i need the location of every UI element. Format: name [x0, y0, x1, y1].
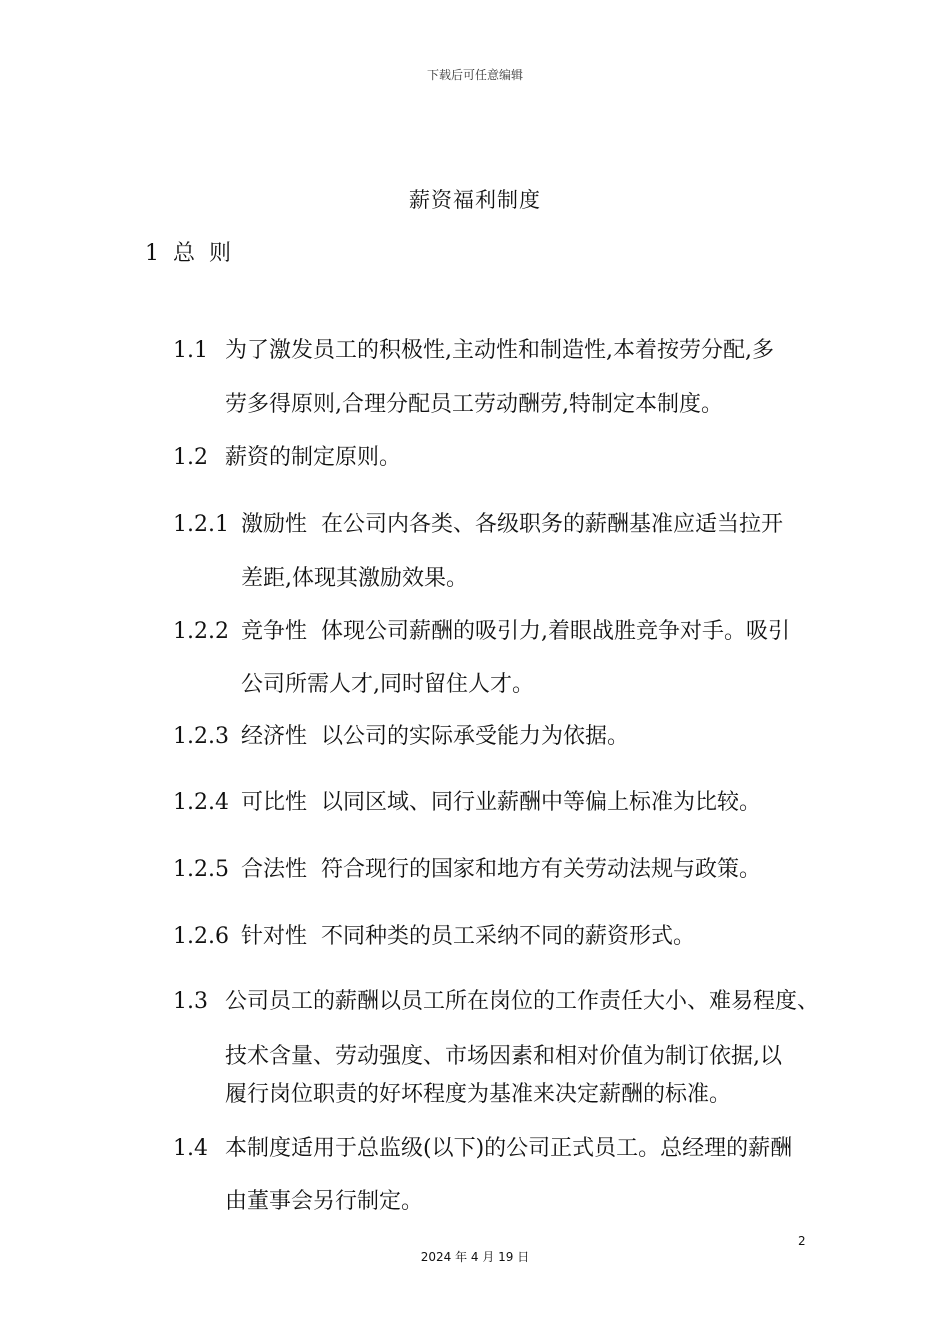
- section-heading: [145, 236, 231, 267]
- paragraph-line: [197, 1157, 423, 1247]
- clause-number: 1.2.6: [172, 924, 229, 949]
- clause-text: 差距,体现其激励效果。: [240, 566, 468, 591]
- clause-text: 劳多得原则,合理分配员工劳动酬劳,特制定本制度。: [224, 392, 723, 417]
- section-number: 1: [145, 241, 159, 266]
- clause-number: 1.2.4: [172, 790, 229, 815]
- clause-text: 激励性 在公司内各类、各级职务的薪酬基准应适当拉开: [240, 512, 783, 537]
- clause-text: 公司所需人才,同时留住人才。: [240, 672, 534, 697]
- footer-date: 2024 年 4 月 19 日: [420, 1250, 530, 1264]
- clause-number: 1.2.5: [172, 857, 229, 882]
- clause-text: 由董事会另行制定。: [224, 1189, 423, 1214]
- clause-text: 可比性 以同区域、同行业薪酬中等偏上标准为比较。: [240, 790, 761, 815]
- clause-text: 经济性 以公司的实际承受能力为依据。: [240, 724, 629, 749]
- clause-number: 1.3: [172, 989, 208, 1014]
- clause-text: 技术含量、劳动强度、市场因素和相对价值为制订依据,以: [224, 1044, 782, 1069]
- clause-number: 1.2.3: [172, 724, 229, 749]
- clause-text: 竞争性 体现公司薪酬的吸引力,着眼战胜竞争对手。吸引: [240, 619, 790, 644]
- clause-text: 履行岗位职责的好坏程度为基准来决定薪酬的标准。: [224, 1082, 731, 1107]
- clause-number: 1.2.1: [172, 512, 229, 537]
- clause-number: 1.1: [172, 338, 208, 363]
- clause-text: 薪资的制定原则。: [224, 445, 401, 470]
- clause-text: 为了激发员工的积极性,主动性和制造性,本着按劳分配,多: [224, 338, 774, 363]
- section-label: 总 则: [173, 241, 231, 266]
- clause-number: 1.2: [172, 445, 208, 470]
- document-title: 薪资福利制度: [409, 188, 541, 212]
- clause-text: 合法性 符合现行的国家和地方有关劳动法规与政策。: [240, 857, 761, 882]
- clause-text: 公司员工的薪酬以员工所在岗位的工作责任大小、难易程度、: [224, 989, 819, 1014]
- clause-text: 本制度适用于总监级(以下)的公司正式员工。总经理的薪酬: [224, 1136, 793, 1161]
- clause-text: 针对性 不同种类的员工采纳不同的薪资形式。: [240, 924, 695, 949]
- page-number: 2: [798, 1234, 806, 1248]
- clause-number: 1.2.2: [172, 619, 229, 644]
- clause-number: 1.4: [172, 1136, 208, 1161]
- header-note: 下载后可任意编辑: [426, 68, 523, 82]
